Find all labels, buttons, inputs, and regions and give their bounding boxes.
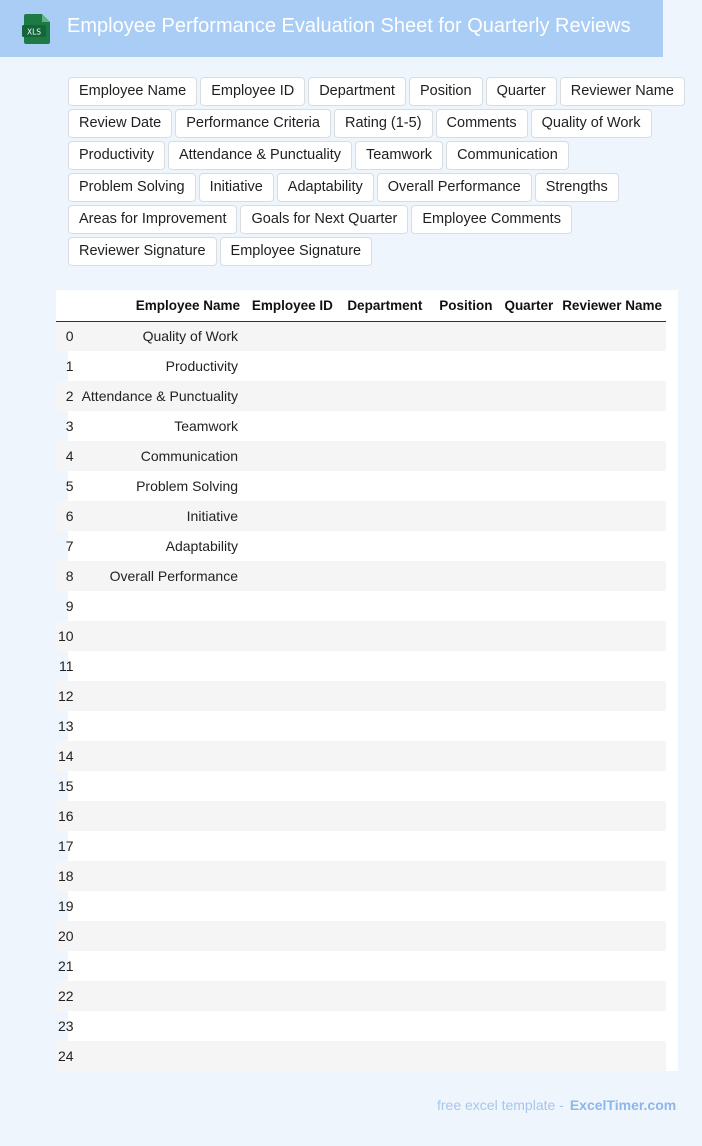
table-cell[interactable]: [426, 351, 496, 381]
table-cell[interactable]: [337, 861, 426, 891]
row-index: 10: [56, 621, 76, 651]
table-cell[interactable]: [244, 981, 337, 1011]
table-cell[interactable]: [337, 441, 426, 471]
table-cell[interactable]: [426, 591, 496, 621]
table-cell[interactable]: [496, 501, 557, 531]
table-cell[interactable]: [557, 441, 666, 471]
field-tag[interactable]: Performance Criteria: [175, 109, 331, 138]
table-row: [56, 1041, 666, 1071]
table-cell[interactable]: [337, 981, 426, 1011]
table-cell[interactable]: [557, 1041, 666, 1071]
table-cell[interactable]: [557, 531, 666, 561]
table-row: [56, 771, 666, 801]
table-cell[interactable]: [557, 321, 666, 351]
table-cell[interactable]: [557, 951, 666, 981]
table-cell[interactable]: [337, 741, 426, 771]
table-cell[interactable]: [557, 351, 666, 381]
table-cell[interactable]: [337, 351, 426, 381]
table-cell[interactable]: [337, 921, 426, 951]
table-cell[interactable]: [426, 321, 496, 351]
row-index: 8: [56, 561, 76, 591]
table-cell[interactable]: [244, 1011, 337, 1041]
table-cell[interactable]: [496, 711, 557, 741]
table-cell[interactable]: Attendance & Punctuality: [76, 381, 244, 411]
field-tag[interactable]: Position: [409, 77, 483, 106]
table-row: [56, 921, 666, 951]
row-index: 7: [65, 538, 74, 554]
table-cell[interactable]: [76, 831, 244, 861]
field-tag[interactable]: Communication: [446, 141, 569, 170]
table-cell[interactable]: [496, 921, 557, 951]
table-cell[interactable]: [244, 321, 337, 351]
row-index: 16: [56, 801, 76, 831]
table-cell[interactable]: [557, 711, 666, 741]
field-tag[interactable]: Employee Signature: [220, 237, 373, 266]
table-cell[interactable]: [557, 621, 666, 651]
table-cell[interactable]: [496, 981, 557, 1011]
table-cell[interactable]: [496, 321, 557, 351]
table-cell[interactable]: [76, 591, 244, 621]
table-cell[interactable]: Initiative: [76, 501, 244, 531]
table-cell[interactable]: [557, 411, 666, 441]
row-index: 23: [58, 1018, 74, 1034]
table-cell[interactable]: [426, 501, 496, 531]
table-cell[interactable]: [244, 351, 337, 381]
table-cell[interactable]: [557, 921, 666, 951]
table-cell[interactable]: [496, 441, 557, 471]
table-cell[interactable]: [496, 681, 557, 711]
table-cell[interactable]: [557, 741, 666, 771]
field-tag[interactable]: Review Date: [68, 109, 172, 138]
table-cell[interactable]: [244, 561, 337, 591]
table-cell[interactable]: [496, 651, 557, 681]
field-tag[interactable]: Areas for Improvement: [68, 205, 237, 234]
table-cell[interactable]: [244, 651, 337, 681]
table-cell[interactable]: [244, 621, 337, 651]
table-row: [56, 621, 666, 651]
table-row: [56, 981, 666, 1011]
table-cell[interactable]: Problem Solving: [136, 478, 239, 494]
column-header[interactable]: Employee Name: [76, 290, 244, 321]
table-cell[interactable]: [496, 531, 557, 561]
table-cell[interactable]: [426, 1041, 496, 1071]
table-cell[interactable]: [426, 561, 496, 591]
table-row: [56, 741, 666, 771]
table-cell[interactable]: [557, 681, 666, 711]
field-tag[interactable]: Quality of Work: [531, 109, 652, 138]
column-header[interactable]: Department: [337, 290, 426, 321]
row-index: 14: [56, 741, 76, 771]
row-index: 1: [65, 358, 74, 374]
field-tag[interactable]: Quarter: [486, 77, 557, 106]
table-cell[interactable]: [76, 621, 244, 651]
table-row: [56, 591, 666, 621]
row-index: 18: [56, 861, 76, 891]
table-cell[interactable]: [426, 981, 496, 1011]
row-index: 24: [56, 1041, 76, 1071]
table-row: [56, 501, 666, 531]
table-cell[interactable]: [557, 501, 666, 531]
table-cell[interactable]: [76, 741, 244, 771]
table-row: [56, 441, 666, 471]
table-cell[interactable]: [244, 411, 337, 441]
index-column-header[interactable]: [56, 290, 76, 321]
table-cell[interactable]: [244, 381, 337, 411]
table-row: [56, 531, 666, 561]
table-cell[interactable]: [557, 981, 666, 1011]
table-cell[interactable]: [337, 621, 426, 651]
table-cell[interactable]: [337, 411, 426, 441]
table-cell[interactable]: [426, 921, 496, 951]
table-cell[interactable]: Adaptability: [165, 538, 239, 554]
table-cell[interactable]: [426, 831, 496, 861]
table-cell[interactable]: [426, 891, 496, 921]
footer-prefix: free excel template -: [437, 1097, 564, 1113]
table-cell[interactable]: [426, 1011, 496, 1041]
table-cell[interactable]: [76, 771, 244, 801]
table-cell[interactable]: [244, 711, 337, 741]
table-cell[interactable]: [337, 891, 426, 921]
column-header[interactable]: Quarter: [496, 290, 557, 321]
row-index: 9: [65, 598, 74, 614]
table-cell[interactable]: Communication: [76, 441, 244, 471]
table-cell[interactable]: [76, 1011, 244, 1041]
table-cell[interactable]: [496, 591, 557, 621]
field-tag[interactable]: Adaptability: [277, 173, 374, 202]
table-cell[interactable]: [557, 891, 666, 921]
table-cell[interactable]: [496, 471, 557, 501]
table-cell[interactable]: [426, 531, 496, 561]
table-cell[interactable]: [244, 741, 337, 771]
table-cell[interactable]: [426, 711, 496, 741]
table-cell[interactable]: [496, 951, 557, 981]
row-index: 6: [56, 501, 76, 531]
table-row: [56, 681, 666, 711]
table-cell[interactable]: [244, 831, 337, 861]
table-cell[interactable]: [244, 921, 337, 951]
table-cell[interactable]: [337, 951, 426, 981]
row-index: 17: [58, 838, 74, 854]
footer-credit: [437, 1097, 676, 1113]
table-cell[interactable]: [244, 591, 337, 621]
table-row: [56, 1011, 666, 1041]
table-cell[interactable]: [426, 681, 496, 711]
table-row: [56, 861, 666, 891]
table-cell[interactable]: [337, 831, 426, 861]
table-cell[interactable]: [337, 771, 426, 801]
row-index: 5: [65, 478, 74, 494]
table-cell[interactable]: [337, 651, 426, 681]
row-index: 19: [58, 898, 74, 914]
table-cell[interactable]: [426, 951, 496, 981]
table-cell[interactable]: [426, 861, 496, 891]
row-index: 0: [56, 321, 76, 351]
table-cell[interactable]: [76, 1041, 244, 1071]
table-cell[interactable]: [244, 951, 337, 981]
table-cell[interactable]: [76, 711, 244, 741]
table-cell[interactable]: [337, 801, 426, 831]
table-cell[interactable]: [76, 801, 244, 831]
table-cell[interactable]: [337, 321, 426, 351]
table-cell[interactable]: Teamwork: [174, 418, 239, 434]
table-cell[interactable]: [337, 381, 426, 411]
field-tag[interactable]: Initiative: [199, 173, 274, 202]
table-cell[interactable]: [426, 651, 496, 681]
table-cell[interactable]: [426, 741, 496, 771]
table-cell[interactable]: [426, 471, 496, 501]
row-index: 13: [58, 718, 74, 734]
table-cell[interactable]: [557, 471, 666, 501]
table-row: [56, 651, 666, 681]
table-cell[interactable]: [426, 441, 496, 471]
table-cell[interactable]: [76, 981, 244, 1011]
svg-text:XLS: XLS: [26, 27, 42, 37]
table-row: [56, 951, 666, 981]
table-row: [56, 411, 666, 441]
field-tag[interactable]: Attendance & Punctuality: [168, 141, 352, 170]
table-cell[interactable]: [496, 831, 557, 861]
table-cell[interactable]: [337, 711, 426, 741]
table-row: [56, 891, 666, 921]
table-cell[interactable]: Quality of Work: [76, 321, 244, 351]
table-row: [56, 801, 666, 831]
table-cell[interactable]: [496, 891, 557, 921]
data-table-viewport[interactable]: [58, 290, 678, 1071]
table-cell[interactable]: [244, 1041, 337, 1071]
field-tag[interactable]: Comments: [436, 109, 528, 138]
field-tag[interactable]: Teamwork: [355, 141, 443, 170]
table-cell[interactable]: [244, 441, 337, 471]
table-cell[interactable]: [496, 861, 557, 891]
field-tag[interactable]: Reviewer Signature: [68, 237, 217, 266]
row-index: 12: [56, 681, 76, 711]
field-tag[interactable]: Employee Comments: [411, 205, 572, 234]
table-cell[interactable]: [244, 501, 337, 531]
header-bar: [0, 0, 663, 57]
table-cell[interactable]: [496, 741, 557, 771]
table-cell[interactable]: [426, 771, 496, 801]
table-cell[interactable]: [244, 471, 337, 501]
table-cell[interactable]: [557, 591, 666, 621]
table-cell[interactable]: [496, 381, 557, 411]
field-tag[interactable]: Overall Performance: [377, 173, 532, 202]
field-tag[interactable]: Productivity: [68, 141, 165, 170]
field-tag[interactable]: Problem Solving: [68, 173, 196, 202]
table-cell[interactable]: [557, 831, 666, 861]
table-cell[interactable]: [337, 591, 426, 621]
row-index: 20: [56, 921, 76, 951]
table-row: [56, 471, 666, 501]
table-cell[interactable]: [426, 801, 496, 831]
table-cell[interactable]: [557, 771, 666, 801]
table-cell[interactable]: [496, 771, 557, 801]
table-cell[interactable]: [337, 1041, 426, 1071]
table-row: [56, 711, 666, 741]
table-row: [56, 321, 666, 351]
field-tag[interactable]: Department: [308, 77, 406, 106]
table-cell[interactable]: [76, 681, 244, 711]
table-cell[interactable]: Overall Performance: [76, 561, 244, 591]
row-index: 4: [56, 441, 76, 471]
field-tag[interactable]: Employee Name: [68, 77, 197, 106]
footer-brand-link[interactable]: ExcelTimer.com: [569, 1097, 677, 1113]
page-title: Employee Performance Evaluation Sheet for Quarterly Reviews: [67, 15, 631, 37]
table-row: [56, 831, 666, 861]
row-index: 22: [56, 981, 76, 1011]
row-index: 3: [65, 418, 74, 434]
table-cell[interactable]: [337, 531, 426, 561]
field-tag[interactable]: Reviewer Name: [560, 77, 685, 106]
table-cell[interactable]: [426, 621, 496, 651]
table-cell[interactable]: [557, 1011, 666, 1041]
column-header[interactable]: Position: [426, 290, 496, 321]
table-cell[interactable]: [244, 531, 337, 561]
table-cell[interactable]: [426, 411, 496, 441]
column-header[interactable]: Reviewer Name: [557, 290, 666, 321]
field-tag[interactable]: Goals for Next Quarter: [240, 205, 408, 234]
table-cell[interactable]: [557, 651, 666, 681]
table-cell[interactable]: [557, 561, 666, 591]
table-cell[interactable]: [76, 891, 244, 921]
table-cell[interactable]: [76, 951, 244, 981]
table-cell[interactable]: [557, 801, 666, 831]
table-cell[interactable]: [496, 411, 557, 441]
table-row: [56, 381, 666, 411]
field-tag[interactable]: Rating (1-5): [334, 109, 433, 138]
table-cell[interactable]: [557, 861, 666, 891]
table-row: [56, 351, 666, 381]
table-cell[interactable]: [426, 381, 496, 411]
row-index: 15: [58, 778, 74, 794]
xls-file-icon: [22, 14, 50, 44]
row-index: 2: [56, 381, 76, 411]
table-cell[interactable]: [76, 861, 244, 891]
table-cell[interactable]: [244, 801, 337, 831]
table-cell[interactable]: [337, 681, 426, 711]
table-cell[interactable]: [337, 1011, 426, 1041]
column-header[interactable]: Employee ID: [244, 290, 337, 321]
row-index: 21: [58, 958, 74, 974]
table-cell[interactable]: [496, 801, 557, 831]
field-tag[interactable]: Employee ID: [200, 77, 305, 106]
table-row: [56, 561, 666, 591]
table-cell[interactable]: [496, 351, 557, 381]
table-cell[interactable]: [244, 891, 337, 921]
table-cell[interactable]: [244, 681, 337, 711]
data-table: [56, 290, 666, 1071]
table-cell[interactable]: [244, 771, 337, 801]
table-cell[interactable]: [76, 651, 244, 681]
table-cell[interactable]: [244, 861, 337, 891]
field-tag-list: [68, 77, 698, 266]
table-cell[interactable]: [337, 561, 426, 591]
table-cell[interactable]: [496, 621, 557, 651]
table-cell[interactable]: Productivity: [165, 358, 239, 374]
table-cell[interactable]: [76, 921, 244, 951]
table-cell[interactable]: [496, 1041, 557, 1071]
table-cell[interactable]: [496, 1011, 557, 1041]
table-cell[interactable]: [337, 501, 426, 531]
table-cell[interactable]: [337, 471, 426, 501]
table-cell[interactable]: [496, 561, 557, 591]
table-cell[interactable]: [557, 381, 666, 411]
field-tag[interactable]: Strengths: [535, 173, 619, 202]
row-index: 11: [59, 658, 74, 674]
